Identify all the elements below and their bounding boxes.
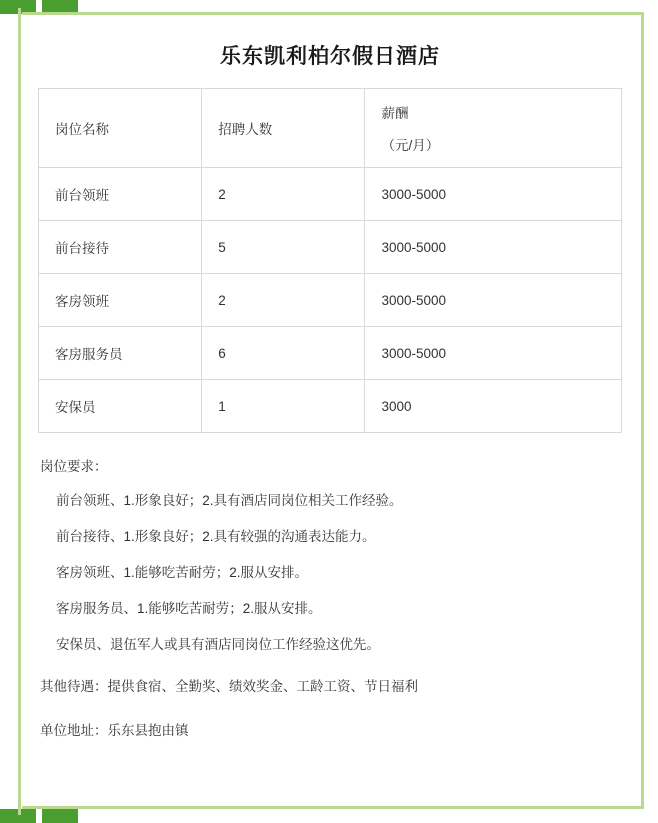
cell-salary: 3000 [365,380,622,433]
column-header-salary [365,89,622,168]
table-row [39,380,622,433]
table-row [39,327,622,380]
requirement-item: 前台接待、1.形象良好；2.具有较强的沟通表达能力。 [56,529,376,544]
benefits-line: 其他待遇：提供食宿、全勤奖、绩效奖金、工龄工资、节日福利 [40,679,418,694]
column-header-salary-line2: （元/月） [381,138,440,153]
decoration-bar-bottom-left-2 [42,809,78,823]
cell-position: 客房服务员 [39,327,202,380]
cell-position: 前台领班 [39,168,202,221]
requirements-section [38,455,622,653]
decoration-left-line [18,8,21,815]
cell-position: 安保员 [39,380,202,433]
cell-count: 2 [202,274,365,327]
address-line: 单位地址：乐东县抱由镇 [40,723,189,738]
requirement-item: 安保员、退伍军人或具有酒店同岗位工作经验这优先。 [56,637,380,652]
cell-salary: 3000-5000 [365,327,622,380]
cell-position: 前台接待 [39,221,202,274]
page-title: 乐东凯利柏尔假日酒店 [220,45,440,68]
table-header [39,89,622,168]
cell-salary: 3000-5000 [365,274,622,327]
table-row [39,221,622,274]
column-header-position: 岗位名称 [39,89,202,168]
cell-count: 1 [202,380,365,433]
cell-salary: 3000-5000 [365,221,622,274]
cell-count: 6 [202,327,365,380]
requirement-item: 客房领班、1.能够吃苦耐劳；2.服从安排。 [56,565,309,580]
column-header-count: 招聘人数 [202,89,365,168]
cell-count: 2 [202,168,365,221]
cell-salary: 3000-5000 [365,168,622,221]
table-row [39,274,622,327]
table-body [39,168,622,433]
requirements-title: 岗位要求： [40,459,108,474]
requirement-item: 前台领班、1.形象良好；2.具有酒店同岗位相关工作经验。 [56,493,403,508]
requirement-item: 客房服务员、1.能够吃苦耐劳；2.服从安排。 [56,601,322,616]
table-row [39,168,622,221]
cell-count: 5 [202,221,365,274]
cell-position: 客房领班 [39,274,202,327]
table-header-row [39,89,622,168]
job-table [38,88,622,433]
poster-content [22,12,644,809]
column-header-salary-line1: 薪酬 [381,106,409,121]
